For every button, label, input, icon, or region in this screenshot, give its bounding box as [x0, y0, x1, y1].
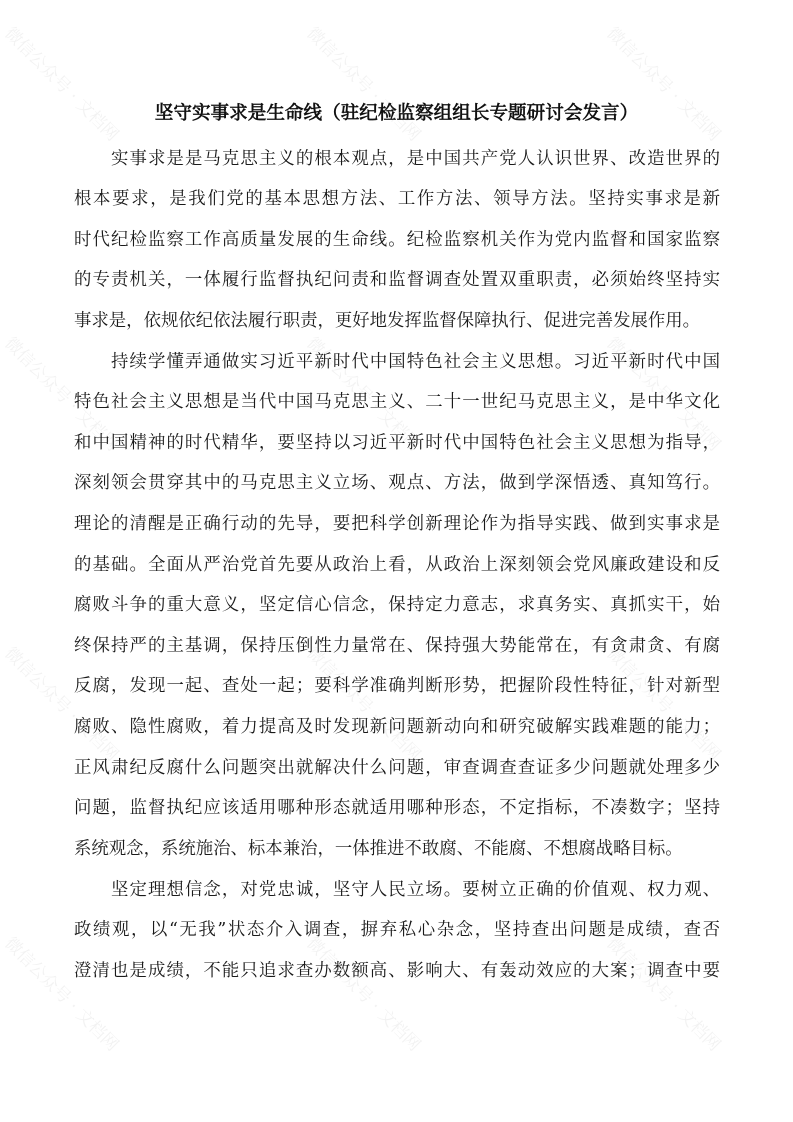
watermark-text: 微信公众号 · 文档网 [302, 333, 425, 456]
watermark-text: 微信公众号 · 文档网 [0, 643, 123, 766]
watermark-text: 微信公众号 · 文档网 [0, 23, 123, 146]
paragraph-line: 政绩观，以“无我”状态介入调查，摒弃私心杂念，坚持查出问题是成绩，查否 [74, 920, 720, 940]
watermark-text: 微信公众号 · 文档网 [602, 23, 725, 146]
paragraph-line: 时代纪检监察工作高质量发展的生命线。纪检监察机关作为党内监督和国家监察 [74, 230, 720, 250]
paragraph-line: 的基础。全面从严治党首先要从政治上看，从政治上深刻领会党风廉政建设和反 [74, 555, 720, 575]
paragraph-line: 腐败、隐性腐败，着力提高及时发现新问题新动向和研究破解实践难题的能力； [74, 717, 720, 737]
watermark-text: 微信公众号 · 文档网 [602, 933, 725, 1056]
paragraph-line: 的专责机关，一体履行监督执纪问责和监督调查处置双重职责，必须始终坚持实 [74, 270, 720, 290]
watermark-text: 微信公众号 · 文档网 [0, 333, 123, 456]
paragraph-line: 事求是，依规依纪依法履行职责，更好地发挥监督保障执行、促进完善发展作用。 [74, 311, 701, 331]
paragraph-line: 反腐，发现一起、查处一起；要科学准确判断形势，把握阶段性特征，针对新型 [74, 676, 720, 696]
paragraph-line: 深刻领会贯穿其中的马克思主义立场、观点、方法，做到学深悟透、真知笃行。 [74, 473, 720, 493]
watermark-text: 微信公众号 · 文档网 [302, 23, 425, 146]
watermark-text: 微信公众号 · 文档网 [302, 933, 425, 1056]
watermark-text: 微信公众号 · 文档网 [602, 643, 725, 766]
paragraph-line: 特色社会主义思想是当代中国马克思主义、二十一世纪马克思主义，是中华文化 [74, 392, 720, 412]
document-title: 坚守实事求是生命线（驻纪检监察组组长专题研讨会发言） [154, 103, 639, 124]
paragraph-line: 根本要求，是我们党的基本思想方法、工作方法、领导方法。坚持实事求是新 [74, 189, 720, 209]
paragraph-line: 澄清也是成绩，不能只追求查办数额高、影响大、有轰动效应的大案；调查中要 [74, 961, 720, 981]
paragraph-line: 实事求是是马克思主义的根本观点，是中国共产党人认识世界、改造世界的 [111, 149, 720, 169]
watermark-text: 微信公众号 · 文档网 [302, 643, 425, 766]
paragraph-line: 持续学懂弄通做实习近平新时代中国特色社会主义思想。习近平新时代中国 [111, 352, 720, 372]
paragraph-line: 坚定理想信念，对党忠诚，坚守人民立场。要树立正确的价值观、权力观、 [111, 880, 720, 900]
watermark-text: 微信公众号 · 文档网 [602, 333, 725, 456]
paragraph-line: 腐败斗争的重大意义，坚定信心信念，保持定力意志，求真务实、真抓实干，始 [74, 595, 720, 615]
paragraph-line: 系统观念，系统施治、标本兼治，一体推进不敢腐、不能腐、不想腐战略目标。 [74, 839, 683, 859]
watermark-text: 微信公众号 · 文档网 [0, 933, 123, 1056]
paragraph-line: 正风肃纪反腐什么问题突出就解决什么问题，审查调查查证多少问题就处理多少 [74, 758, 720, 778]
paragraph-line: 和中国精神的时代精华，要坚持以习近平新时代中国特色社会主义思想为指导， [74, 433, 720, 453]
paragraph-line: 理论的清醒是正确行动的先导，要把科学创新理论作为指导实践、做到实事求是 [74, 514, 720, 534]
paragraph-line: 问题，监督执纪应该适用哪种形态就适用哪种形态，不定指标，不凑数字；坚持 [74, 798, 720, 818]
paragraph-line: 终保持严的主基调，保持压倒性力量常在、保持强大势能常在，有贪肃贪、有腐 [74, 636, 720, 656]
